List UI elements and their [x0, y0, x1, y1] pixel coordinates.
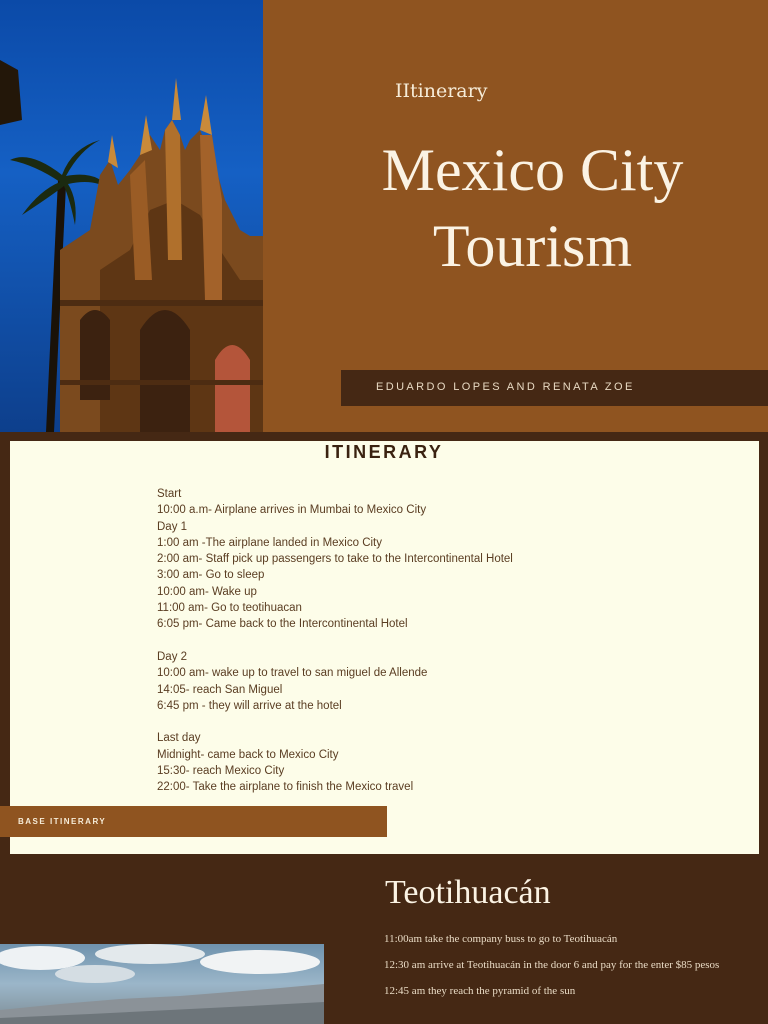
teotihuacan-paragraph: 12:30 am arrive at Teotihuacán in the door 6 and pay for the enter $85 pesos [384, 959, 720, 971]
page-title [340, 132, 725, 284]
schedule-line: Day 2 [157, 650, 188, 663]
schedule-line: 3:00 am- Go to sleep [157, 569, 265, 582]
cathedral-photo [0, 0, 263, 432]
schedule-line: Midnight- came back to Mexico City [157, 748, 339, 761]
page-title-line-1: Mexico City [381, 137, 684, 203]
itinerary-heading: ITINERARY [324, 442, 444, 462]
schedule-line: Day 1 [157, 520, 188, 533]
schedule-line: 2:00 am- Staff pick up passengers to take to the Intercontinental Hotel [157, 553, 513, 566]
schedule-line: 22:00- Take the airplane to finish the Mexico travel [157, 781, 414, 794]
hero-section [0, 0, 768, 432]
hero-subtitle: IItinerary [395, 80, 488, 102]
schedule-line [157, 633, 513, 649]
schedule-line: 15:30- reach Mexico City [157, 765, 285, 778]
landscape-photo [0, 944, 324, 1024]
schedule-line: 11:00 am- Go to teotihuacan [157, 602, 302, 615]
schedule-line: 6:45 pm - they will arrive at the hotel [157, 699, 342, 712]
teotihuacan-paragraph: 12:45 am they reach the pyramid of the sun [384, 985, 576, 997]
schedule-line: 1:00 am -The airplane landed in Mexico City [157, 536, 383, 549]
teotihuacan-title: Teotihuacán [385, 874, 551, 911]
teotihuacan-paragraph: 11:00am take the company buss to go to Teotihuacán [384, 933, 618, 945]
authors-text: EDUARDO LOPES AND RENATA ZOE [376, 381, 635, 393]
schedule-line: 10:00 am- wake up to travel to san miguel de Allende [157, 667, 428, 680]
schedule-line: 14:05- reach San Miguel [157, 683, 283, 696]
itinerary-schedule [157, 486, 513, 796]
page-title-line-2: Tourism [432, 213, 633, 279]
base-itinerary-label: BASE ITINERARY [18, 817, 107, 826]
schedule-line [157, 714, 513, 730]
schedule-line: Start [157, 488, 182, 500]
teotihuacan-body [384, 932, 754, 1010]
schedule-line: 6:05 pm- Came back to the Intercontinental Hotel [157, 618, 408, 631]
schedule-line: 10:00 am- Wake up [157, 585, 257, 598]
schedule-line: 10:00 a.m- Airplane arrives in Mumbai to Mexico City [157, 504, 427, 517]
schedule-line: Last day [157, 732, 201, 745]
